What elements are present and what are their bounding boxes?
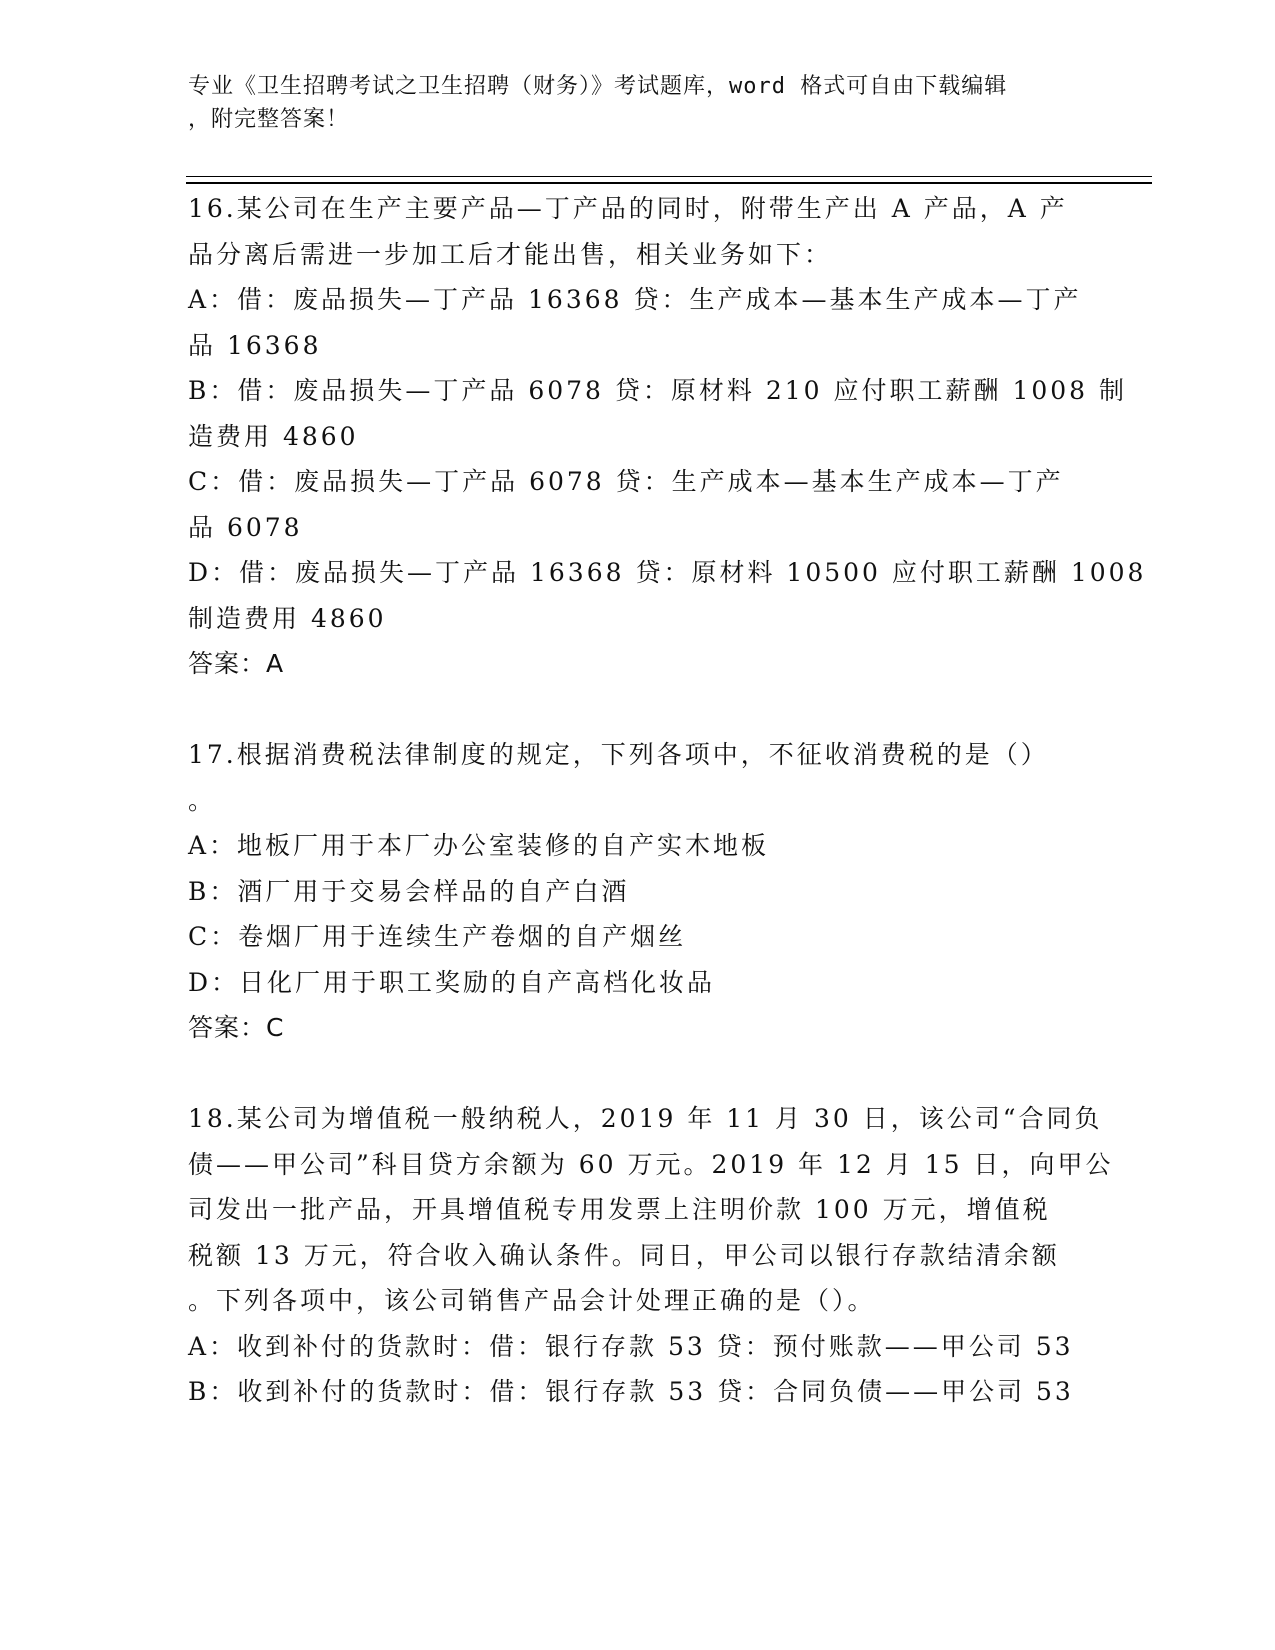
question-17-line: 17.根据消费税法律制度的规定，下列各项中，不征收消费税的是（）: [188, 740, 1049, 769]
answer-label: 答案：A: [188, 649, 285, 678]
option-d: D：日化厂用于职工奖励的自产高档化妆品: [188, 967, 716, 997]
answer-label: 答案：C: [188, 1013, 285, 1042]
option-c: C：卷烟厂用于连续生产卷烟的自产烟丝: [188, 922, 687, 951]
question-gap: [188, 1051, 1088, 1097]
header-divider-thin: [186, 176, 1152, 177]
option-a: A：借：废品损失—丁产品 16368 贷：生产成本—基本生产成本—丁产: [188, 285, 1082, 314]
question-18-line: 18.某公司为增值税一般纳税人，2019 年 11 月 30 日，该公司“合同负: [188, 1104, 1103, 1133]
question-18-line: 司发出一批产品，开具增值税专用发票上注明价款 100 万元，增值税: [188, 1195, 1051, 1224]
option-c: C：借：废品损失—丁产品 6078 贷：生产成本—基本生产成本—丁产: [188, 467, 1064, 496]
question-18: [188, 1096, 1114, 1415]
question-16-line: 品分离后需进一步加工后才能出售，相关业务如下：: [188, 239, 833, 269]
header-line-2: ，附完整答案！: [188, 107, 350, 132]
question-18-line: 。下列各项中，该公司销售产品会计处理正确的是（）。: [188, 1286, 876, 1315]
question-16: [188, 186, 1147, 687]
option-b: B：酒厂用于交易会样品的自产白酒: [188, 876, 630, 906]
option-b: B：收到补付的货款时：借：银行存款 53 贷：合同负债——甲公司 53: [188, 1377, 1074, 1406]
header-divider-thick: [186, 182, 1152, 184]
question-17-line: 。: [188, 785, 217, 815]
question-18-line: 税额 13 万元，符合收入确认条件。同日，甲公司以银行存款结清余额: [188, 1240, 1060, 1270]
option-a: A：地板厂用于本厂办公室装修的自产实木地板: [188, 831, 770, 860]
option-c-cont: 品 6078: [188, 512, 303, 542]
option-d-cont: 制造费用 4860: [188, 603, 387, 633]
question-gap: [188, 687, 1088, 733]
question-17: [188, 732, 1088, 1051]
header-line-1: 专业《卫生招聘考试之卫生招聘（财务）》考试题库，word 格式可自由下载编辑: [188, 74, 1008, 99]
question-18-line: 债——甲公司”科目贷方余额为 60 万元。2019 年 12 月 15 日，向甲公: [188, 1149, 1114, 1179]
option-a: A：收到补付的货款时：借：银行存款 53 贷：预付账款——甲公司 53: [188, 1331, 1074, 1361]
option-b: B：借：废品损失—丁产品 6078 贷：原材料 210 应付职工薪酬 1008 制: [188, 376, 1128, 405]
option-b-cont: 造费用 4860: [188, 421, 359, 451]
question-16-line: 16.某公司在生产主要产品—丁产品的同时，附带生产出 A 产品，A 产: [188, 194, 1068, 223]
document-header: [188, 70, 1088, 136]
option-a-cont: 品 16368: [188, 330, 322, 360]
option-d: D：借：废品损失—丁产品 16368 贷：原材料 10500 应付职工薪酬 1008: [188, 558, 1147, 587]
question-list: [188, 186, 1147, 1415]
